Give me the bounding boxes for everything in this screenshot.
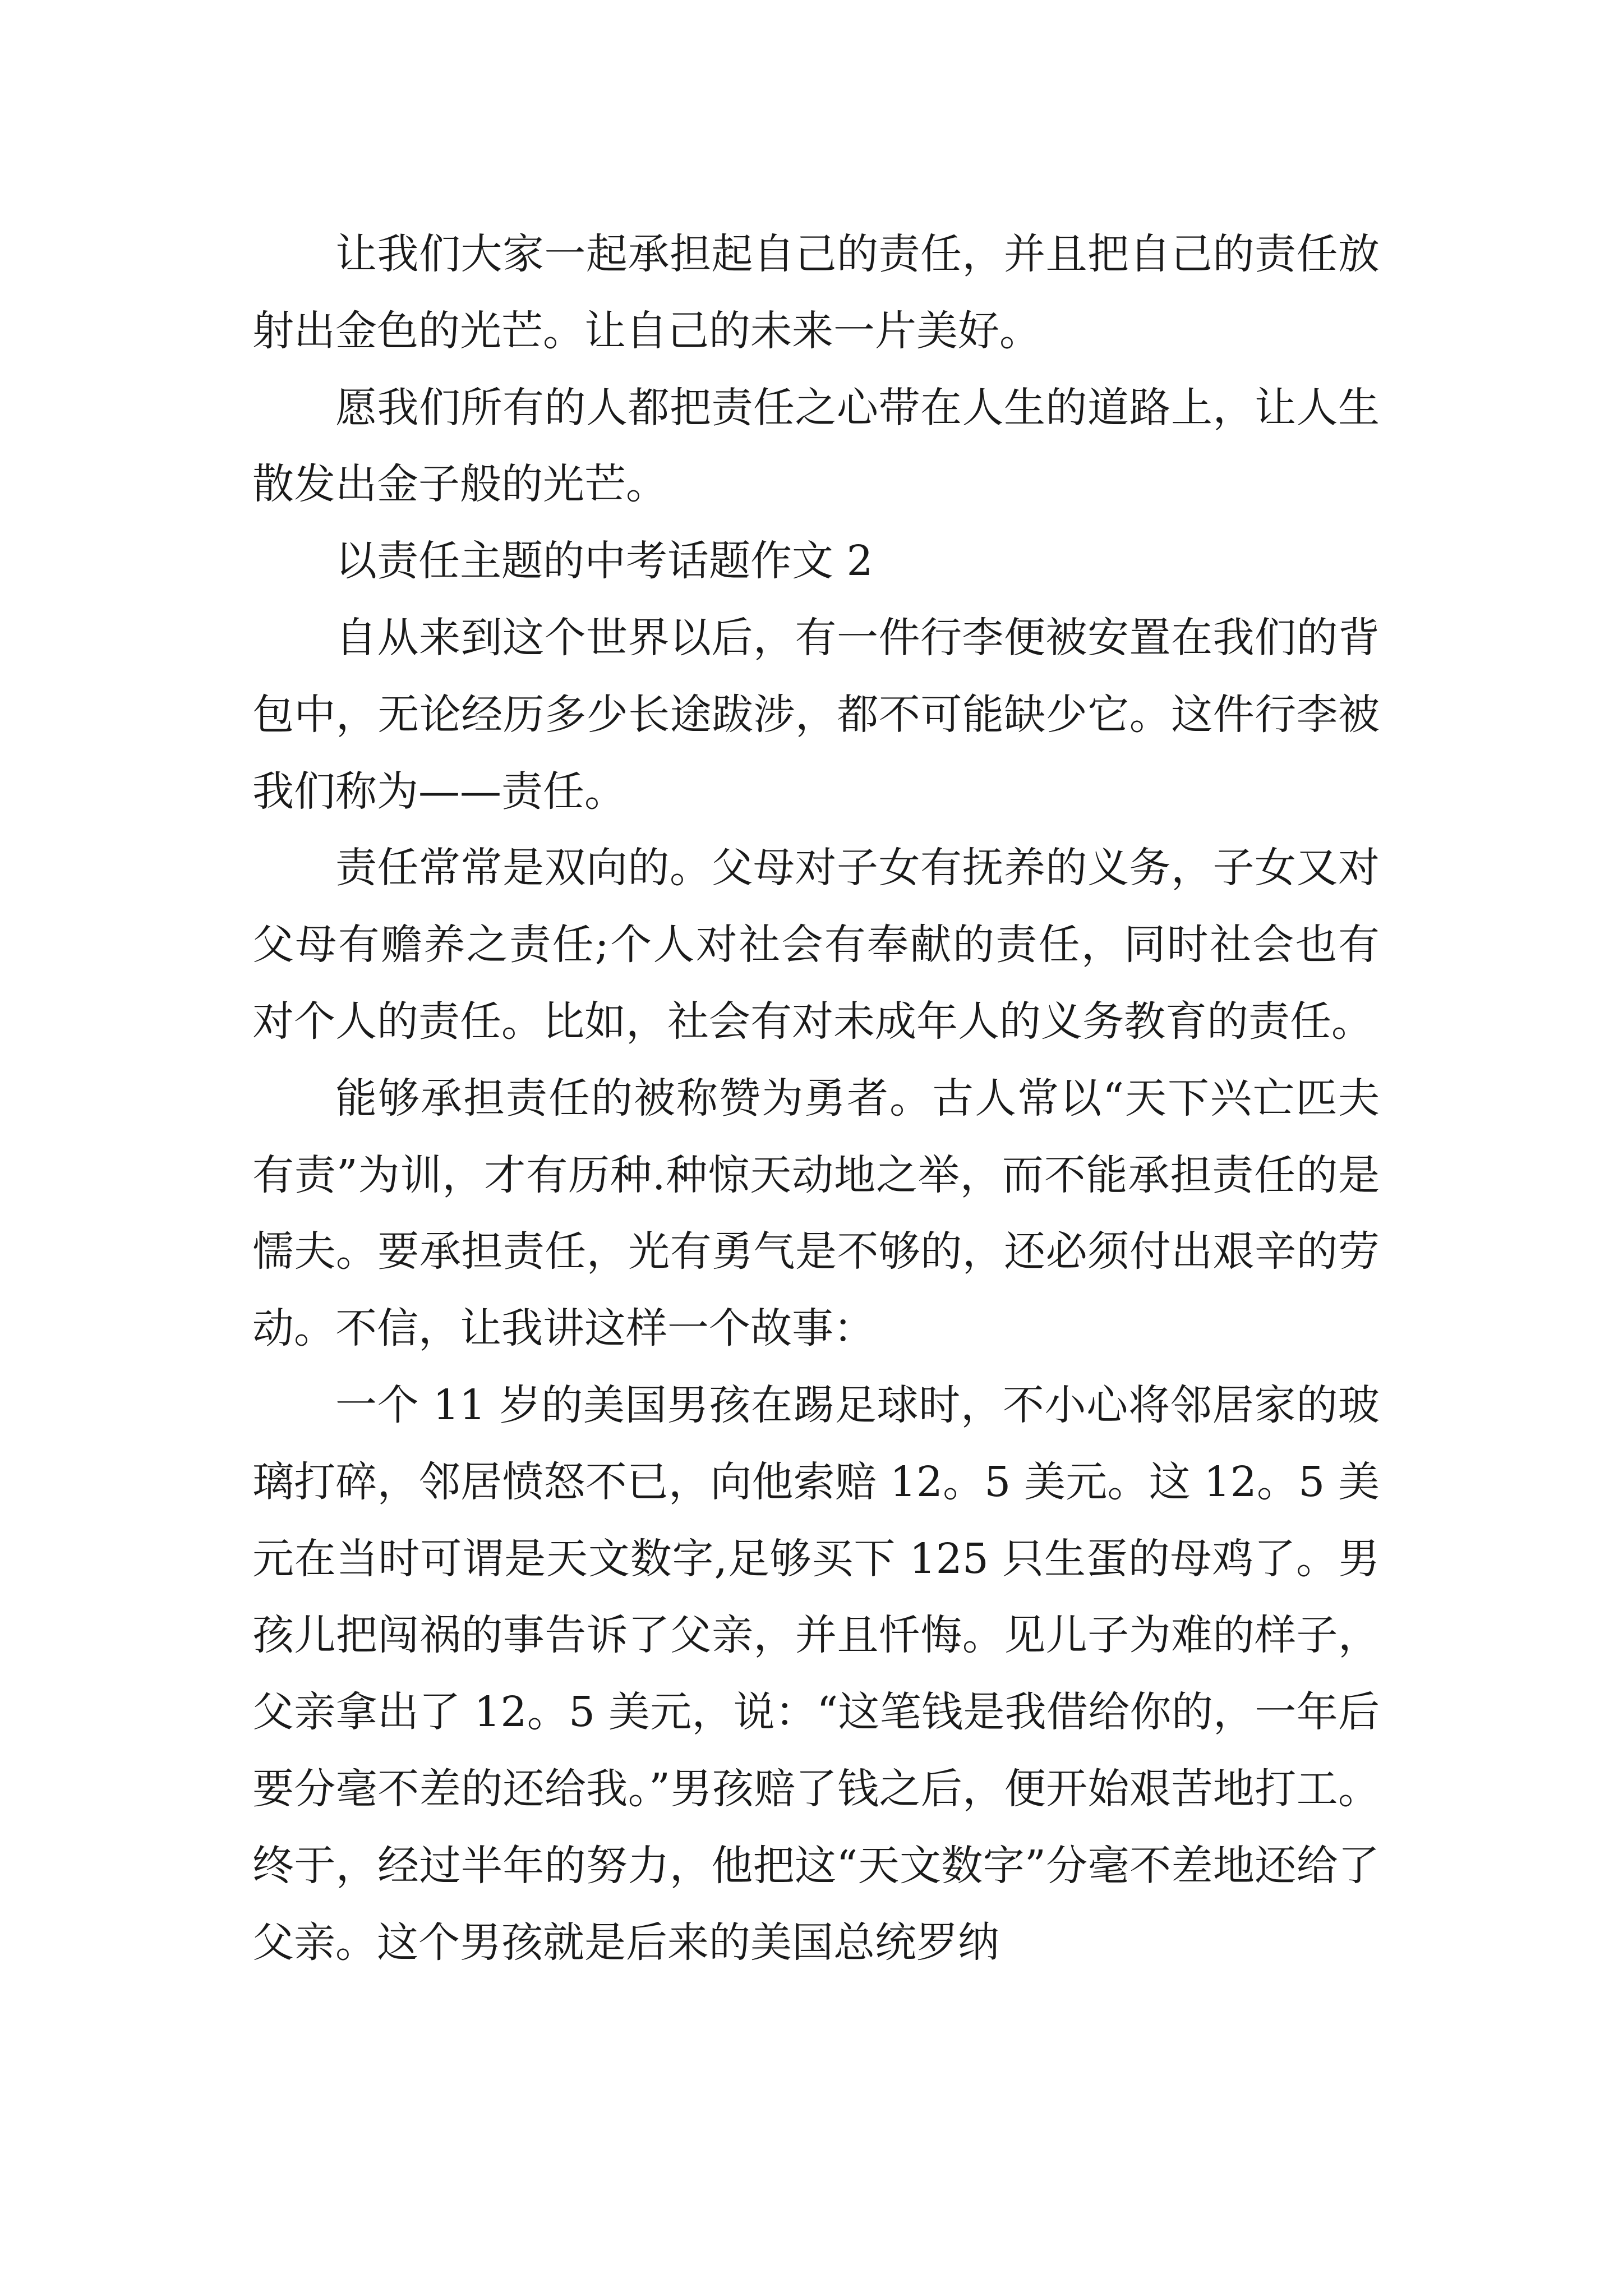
paragraph-courage: 能够承担责任的被称赞为勇者。古人常以“天下兴亡匹夫有责”为训，才有历种.种惊天动地之举，而不能承担责任的是懦夫。要承担责任，光有勇气是不够的，还必须付出艰辛的劳动。不信，让我讲这样一个故事：	[252, 1074, 1380, 1353]
paragraph-responsibility-light: 让我们大家一起承担起自己的责任，并且把自己的责任放射出金色的光芒。让自己的未来一片美好。	[252, 230, 1380, 355]
paragraph-luggage: 自从来到这个世界以后，有一件行李便被安置在我们的背包中，无论经历多少长途跋涉，都不可能缺少它。这件行李被我们称为——责任。	[252, 613, 1380, 816]
document-body	[252, 216, 1380, 1981]
section-title: 以责任主题的中考话题作文 2	[335, 537, 873, 586]
paragraph-bidirectional: 责任常常是双向的。父母对子女有抚养的义务，子女又对父母有赡养之责任;个人对社会有奉献的责任，同时社会也有对个人的责任。比如，社会有对未成年人的义务教育的责任。	[252, 844, 1380, 1046]
paragraph-wish-heart: 愿我们所有的人都把责任之心带在人生的道路上，让人生散发出金子般的光芒。	[252, 383, 1380, 509]
paragraph-story: 一个 11 岁的美国男孩在踢足球时，不小心将邻居家的玻璃打碎，邻居愤怒不已，向他索赔 12。5 美元。这 12。5 美元在当时可谓是天文数字,足够买下 125 只生蛋的母鸡了。男孩儿把闯祸的事告诉了父亲，并且忏悔。见儿子为难的样子，父亲拿出了 12。5 美元，说：“这笔钱是我借给你的，一年后要分毫不差的还给我。”男孩赔了钱之后，便开始艰苦地打工。终于，经过半年的努力，他把这“天文数字”分毫不差地还给了父亲。这个男孩就是后来的美国总统罗纳	[252, 1381, 1380, 1967]
